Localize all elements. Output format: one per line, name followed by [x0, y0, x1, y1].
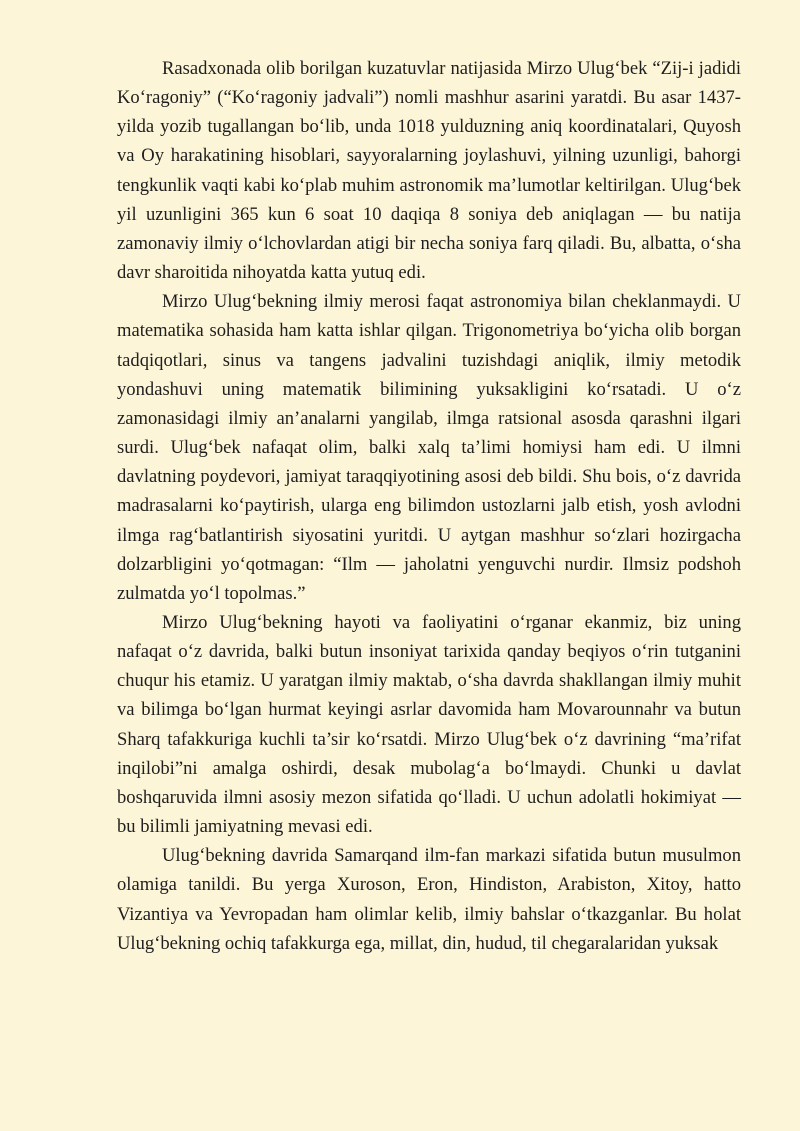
paragraph-observatory: Rasadxonada olib borilgan kuzatuvlar natijasida Mirzo Ulug‘bek “Zij-i jadidi Ko‘ragoniy” (“Ko‘ragoniy jadvali”) nomli mashhur asarini yaratdi. Bu asar 1437-yilda yozib tugallangan bo‘lib, unda 1018 yulduzning aniq koordinatalari, Quyosh va Oy harakatining hisoblari, sayyoralarning joylashuvi, yilning uzunligi, bahorgi tengkunlik vaqti kabi ko‘plab muhim astronomik ma’lumotlar keltirilgan. Ulug‘bek yil uzunligini 365 kun 6 soat 10 daqiqa 8 soniya deb aniqlagan — bu natija zamonaviy ilmiy o‘lchovlardan atigi bir necha soniya farq qiladi. Bu, albatta, o‘sha davr sharoitida nihoyatda katta yutuq edi. [117, 58, 741, 284]
paragraph-legacy: Mirzo Ulug‘bekning ilmiy merosi faqat astronomiya bilan cheklanmaydi. U matematika sohasida ham katta ishlar qilgan. Trigonometriya bo‘yicha olib borgan tadqiqotlari, sinus va tangens jadvalini tuzishdagi aniqlik, ilmiy metodik yondashuvi uning matematik bilimining yuksakligini ko‘rsatadi. U o‘z zamonasidagi ilmiy an’analarni yangilab, ilmga ratsional asosda qarashni ilgari surdi. Ulug‘bek nafaqat olim, balki xalq ta’limi homiysi ham edi. U ilmni davlatning poydevori, jamiyat taraqqiyotining asosi deb bildi. Shu bois, o‘z davrida madrasalarni ko‘paytirish, ularga eng bilimdon ustozlarni jalb etish, yosh avlodni ilmga rag‘batlantirish siyosatini yuritdi. U aytgan mashhur so‘zlari hozirgacha dolzarbligini yo‘qotmagan: “Ilm — jaholatni yenguvchi nurdir. Ilmsiz podshoh zulmatda yo‘l topolmas.” [117, 291, 741, 604]
paragraph-samarkand: Ulug‘bekning davrida Samarqand ilm-fan markazi sifatida butun musulmon olamiga tanildi. Bu yerga Xuroson, Eron, Hindiston, Arabiston, Xitoy, hatto Vizantiya va Yevropadan ham olimlar kelib, ilmiy bahslar o‘tkazganlar. Bu holat Ulug‘bekning ochiq tafakkurga ega, millat, din, hudud, til chegaralaridan yuksak [117, 845, 741, 954]
document-page [117, 54, 741, 958]
paragraph-life: Mirzo Ulug‘bekning hayoti va faoliyatini o‘rganar ekanmiz, biz uning nafaqat o‘z davrida, balki butun insoniyat tarixida qanday beqiyos o‘rin tutganini chuqur his etamiz. U yaratgan ilmiy maktab, o‘sha davrda shakllangan ilmiy muhit va bilimga bo‘lgan hurmat keyingi asrlar davomida ham Movarounnahr va butun Sharq tafakkuriga kuchli ta’sir ko‘rsatdi. Mirzo Ulug‘bek o‘z davrining “ma’rifat inqilobi”ni amalga oshirdi, desak mubolag‘a bo‘lmaydi. Chunki u davlat boshqaruvida ilmni asosiy mezon sifatida qo‘lladi. U uchun adolatli hokimiyat — bu bilimli jamiyatning mevasi edi. [117, 611, 741, 838]
